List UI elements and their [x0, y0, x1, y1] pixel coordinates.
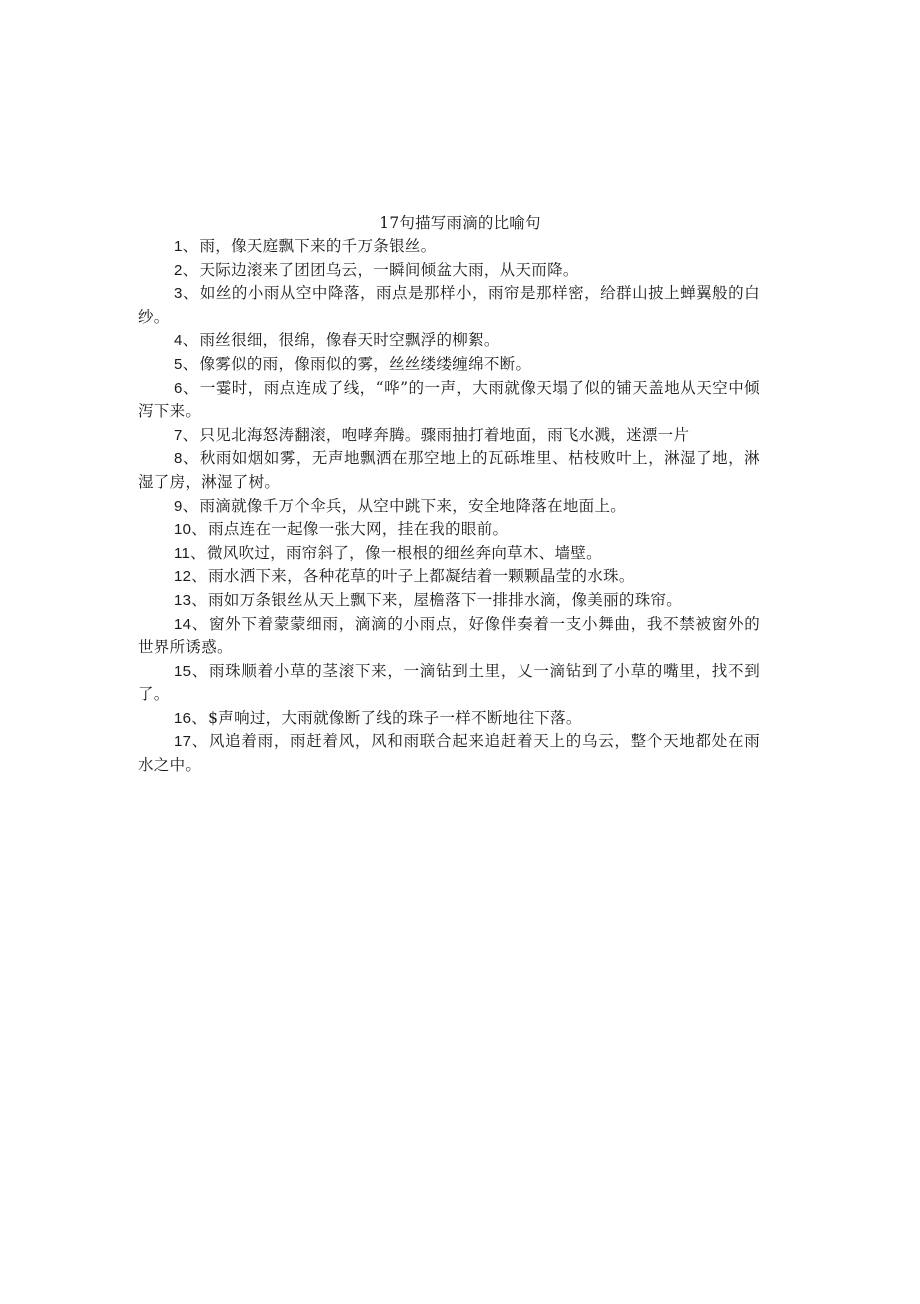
- sentence-text: 只见北海怒涛翻滚，咆哮奔腾。骤雨抽打着地面，雨飞水溅，迷漂一片: [199, 425, 690, 444]
- sentence-item: [138, 613, 760, 660]
- sentence-separator: 、: [182, 237, 199, 255]
- sentence-text: 雨如万条银丝从天上飘下来，屋檐落下一排排水滴，像美丽的珠帘。: [208, 590, 683, 609]
- sentence-number: 8: [174, 450, 183, 468]
- sentence-separator: 、: [182, 378, 199, 397]
- sentence-number: 16: [174, 709, 192, 727]
- sentence-text: 风追着雨，雨赶着风，风和雨联合起来追赶着天上的乌云，整个天地都处在雨水之中。: [138, 732, 760, 775]
- sentence-number: 5: [174, 355, 183, 373]
- sentence-separator: 、: [182, 331, 199, 350]
- sentence-separator: 、: [191, 732, 208, 751]
- sentence-list: [138, 235, 760, 778]
- sentence-item: [138, 377, 760, 424]
- sentence-text: 雨，像天庭飘下来的千万条银丝。: [199, 237, 437, 255]
- sentence-text: 雨点连在一起像一张大网，挂在我的眼前。: [208, 520, 509, 539]
- sentence-separator: 、: [191, 661, 208, 680]
- sentence-item: [138, 235, 760, 259]
- sentence-item: [138, 589, 760, 613]
- sentence-separator: 、: [182, 496, 199, 515]
- sentence-item: [138, 424, 760, 448]
- sentence-number: 1: [174, 238, 183, 255]
- sentence-text: 雨丝很细，很绵，像春天时空飘浮的柳絮。: [199, 331, 500, 350]
- sentence-separator: 、: [182, 449, 199, 468]
- sentence-number: 15: [174, 662, 192, 680]
- sentence-text: 微风吹过，雨帘斜了，像一根根的细丝奔向草木、墙壁。: [206, 543, 602, 562]
- sentence-item: [138, 447, 760, 494]
- sentence-separator: 、: [191, 614, 208, 633]
- document-title: 17句描写雨滴的比喻句: [379, 214, 541, 232]
- sentence-item: [138, 282, 760, 329]
- sentence-separator: 、: [182, 354, 199, 373]
- sentence-item: [138, 565, 760, 589]
- sentence-text: 一霎时，雨点连成了线，“哗”的一声，大雨就像天塌了似的铺天盖地从天空中倾泻下来。: [138, 378, 760, 421]
- sentence-number: 12: [174, 568, 192, 586]
- sentence-text: 雨水洒下来，各种花草的叶子上都凝结着一颗颗晶莹的水珠。: [208, 567, 635, 586]
- sentence-item: [138, 495, 760, 519]
- sentence-text: 天际边滚来了团团乌云，一瞬间倾盆大雨，从天而降。: [199, 260, 579, 279]
- sentence-text: 雨珠顺着小草的茎滚下来，一滴钻到土里，乂一滴钻到了小草的嘴里，找不到了。: [138, 661, 760, 704]
- sentence-number: 6: [174, 379, 183, 397]
- sentence-number: 10: [174, 521, 192, 539]
- sentence-number: 2: [174, 261, 183, 279]
- sentence-separator: 、: [191, 520, 208, 539]
- sentence-number: 11: [174, 544, 191, 562]
- sentence-item: [138, 329, 760, 353]
- sentence-text: 雨滴就像千万个伞兵，从空中跳下来，安全地降落在地面上。: [199, 496, 627, 515]
- sentence-number: 13: [174, 591, 192, 609]
- sentence-number: 14: [174, 615, 192, 633]
- sentence-number: 4: [174, 332, 183, 350]
- sentence-item: [138, 660, 760, 707]
- sentence-text: 窗外下着蒙蒙细雨，滴滴的小雨点，好像伴奏着一支小舞曲，我不禁被窗外的世界所诱惑。: [138, 614, 760, 657]
- sentence-item: [138, 353, 760, 377]
- sentence-text: 秋雨如烟如雾，无声地飘洒在那空地上的瓦砾堆里、枯枝败叶上，淋湿了地，淋湿了房，淋湿了树。: [138, 449, 760, 491]
- sentence-separator: 、: [191, 567, 208, 586]
- sentence-number: 3: [174, 285, 183, 303]
- sentence-text: $声响过，大雨就像断了线的珠子一样不断地往下落。: [208, 708, 582, 727]
- sentence-number: 7: [174, 426, 183, 444]
- sentence-item: [138, 707, 760, 731]
- sentence-text: 如丝的小雨从空中降落，雨点是那样小，雨帘是那样密，给群山披上蝉翼般的白纱。: [138, 284, 760, 326]
- sentence-separator: 、: [191, 590, 208, 609]
- sentence-text: 像雾似的雨，像雨似的雾，丝丝缕缕缠绵不断。: [199, 354, 532, 373]
- sentence-item: [138, 259, 760, 283]
- sentence-separator: 、: [182, 425, 199, 444]
- sentence-separator: 、: [182, 284, 199, 303]
- sentence-separator: 、: [182, 260, 199, 279]
- sentence-item: [138, 518, 760, 542]
- sentence-item: [138, 542, 760, 566]
- sentence-item: [138, 730, 760, 777]
- sentence-separator: 、: [191, 708, 208, 727]
- sentence-separator: 、: [190, 543, 206, 562]
- sentence-number: 9: [174, 497, 183, 515]
- sentence-number: 17: [174, 733, 192, 751]
